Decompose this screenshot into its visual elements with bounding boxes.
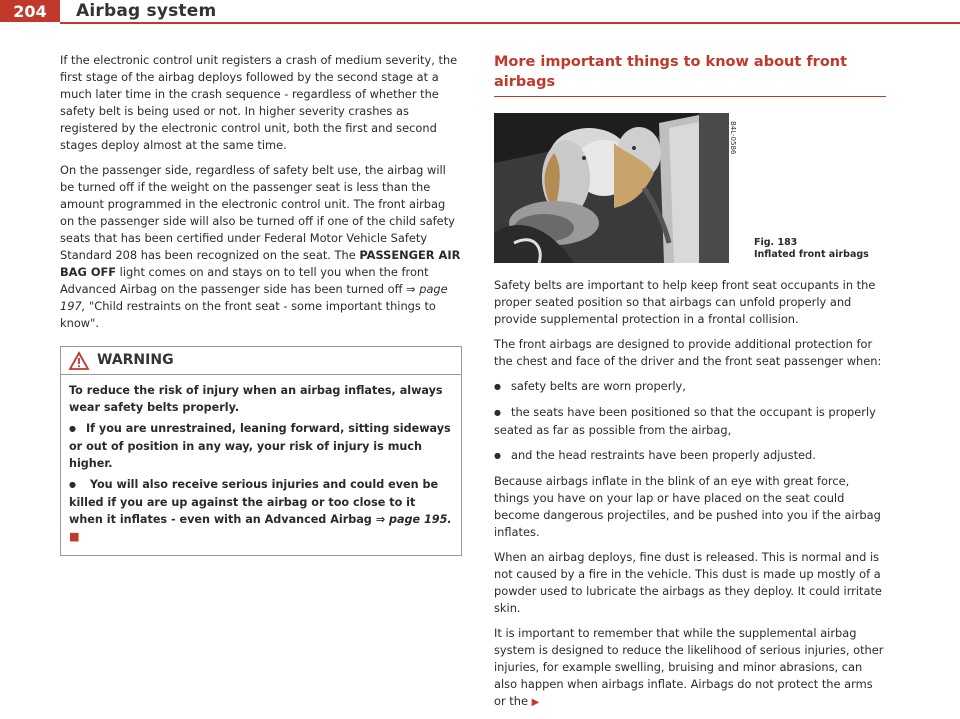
figure-caption bbox=[754, 237, 869, 261]
figure-code: B4L-0586 bbox=[729, 121, 737, 155]
section-title: More important things to know about front airbags bbox=[494, 52, 886, 97]
page-reference-link[interactable]: ⇒ page 195. bbox=[375, 513, 452, 526]
list-item: ● and the head restraints have been properly adjusted. bbox=[494, 447, 886, 465]
paragraph-dust: When an airbag deploys, fine dust is released. This is normal and is not caused by a fire in the vehicle. This dust is made up mostly of a powder used to lubricate the airbags as they deploy. It could irritate skin. bbox=[494, 550, 882, 615]
paragraph-projectiles: Because airbags inflate in the blink of an eye with great force, things you have on your lap or have placed on the seat could become dangerous projectiles, and be pushed into you if the airbag inflates. bbox=[494, 474, 881, 539]
passenger-text-b: light comes on and stays on to tell you when the front Advanced Airbag on the passenger side has been turned off bbox=[60, 265, 429, 296]
page-header-title: Airbag system bbox=[76, 1, 217, 21]
paragraph-crash-severity: If the electronic control unit registers a crash of medium severity, the first stage of the airbag deploys followed by the second stage at a much later time in the crash sequence - regardless of whether the safety belt is being used or not. In higher severity crashes as registered by the electronic control unit, both the first and second stages deploy almost at the same time. bbox=[60, 53, 458, 152]
right-column bbox=[494, 52, 886, 719]
page-reference-link[interactable]: ⇒ page 197, bbox=[60, 282, 448, 313]
list-item: ● safety belts are worn properly, bbox=[494, 378, 886, 396]
warning-box bbox=[60, 346, 462, 556]
paragraph-other-injuries bbox=[494, 625, 886, 711]
warning-item: ● If you are unrestrained, leaning forward, sitting sideways or out of position in any way, your risk of injury is much higher. bbox=[69, 420, 453, 472]
other-injuries-text: It is important to remember that while the supplemental airbag system is designed to reduce the likelihood of serious injuries, other injuries, for example swelling, bruising and minor abrasions, can also happen when airbags inflate. Airbags do not protect the arms or the bbox=[494, 626, 884, 708]
passenger-text-c: "Child restraints on the front seat - some important things to know". bbox=[60, 299, 436, 330]
warning-header bbox=[61, 347, 461, 375]
passenger-airbag-off-label: PASSENGER AIR BAG OFF bbox=[60, 248, 461, 279]
left-column bbox=[60, 52, 462, 556]
warning-triangle-icon bbox=[69, 352, 89, 370]
warning-intro: To reduce the risk of injury when an airbag inflates, always wear safety belts properly. bbox=[69, 384, 443, 414]
warning-body bbox=[61, 375, 461, 555]
continue-arrow-icon: ▶ bbox=[531, 697, 540, 708]
warning-item-text: You will also receive serious injuries and could even be killed if you are up against the airbag or too close to it when it inflates - even with an Advanced Airbag bbox=[69, 478, 439, 526]
paragraph-safety-belts: Safety belts are important to help keep front seat occupants in the proper seated position so that airbags can unfold properly and provide supplemental protection in a frontal collision. bbox=[494, 278, 876, 326]
end-of-section-mark: ■ bbox=[69, 530, 80, 543]
warning-item bbox=[69, 476, 453, 545]
list-item: ● the seats have been positioned so that the occupant is properly seated as far as possible from the airbag, bbox=[494, 404, 886, 439]
paragraph-protection-when: The front airbags are designed to provide additional protection for the chest and face of the driver and the front seat passenger when: bbox=[494, 337, 882, 368]
warning-title: WARNING bbox=[97, 352, 174, 368]
header-rule bbox=[60, 22, 960, 24]
passenger-text-a: On the passenger side, regardless of safety belt use, the airbag will be turned off if the weight on the passenger seat is less than the amount programmed in the electronic control unit. The front airbag on the passenger side will also be turned off if one of the child safety seats that has been certified under Federal Motor Vehicle Safety Standard 208 has been recognized on the seat. The bbox=[60, 163, 455, 262]
figure-caption-text: Inflated front airbags bbox=[754, 249, 869, 260]
airbag-illustration-drawing bbox=[494, 113, 744, 263]
page-number-badge: 204 bbox=[0, 0, 60, 22]
paragraph-passenger-side bbox=[60, 162, 462, 332]
figure-label: Fig. 183 bbox=[754, 237, 798, 248]
figure-row bbox=[494, 113, 886, 263]
airbag-illustration bbox=[494, 113, 744, 263]
